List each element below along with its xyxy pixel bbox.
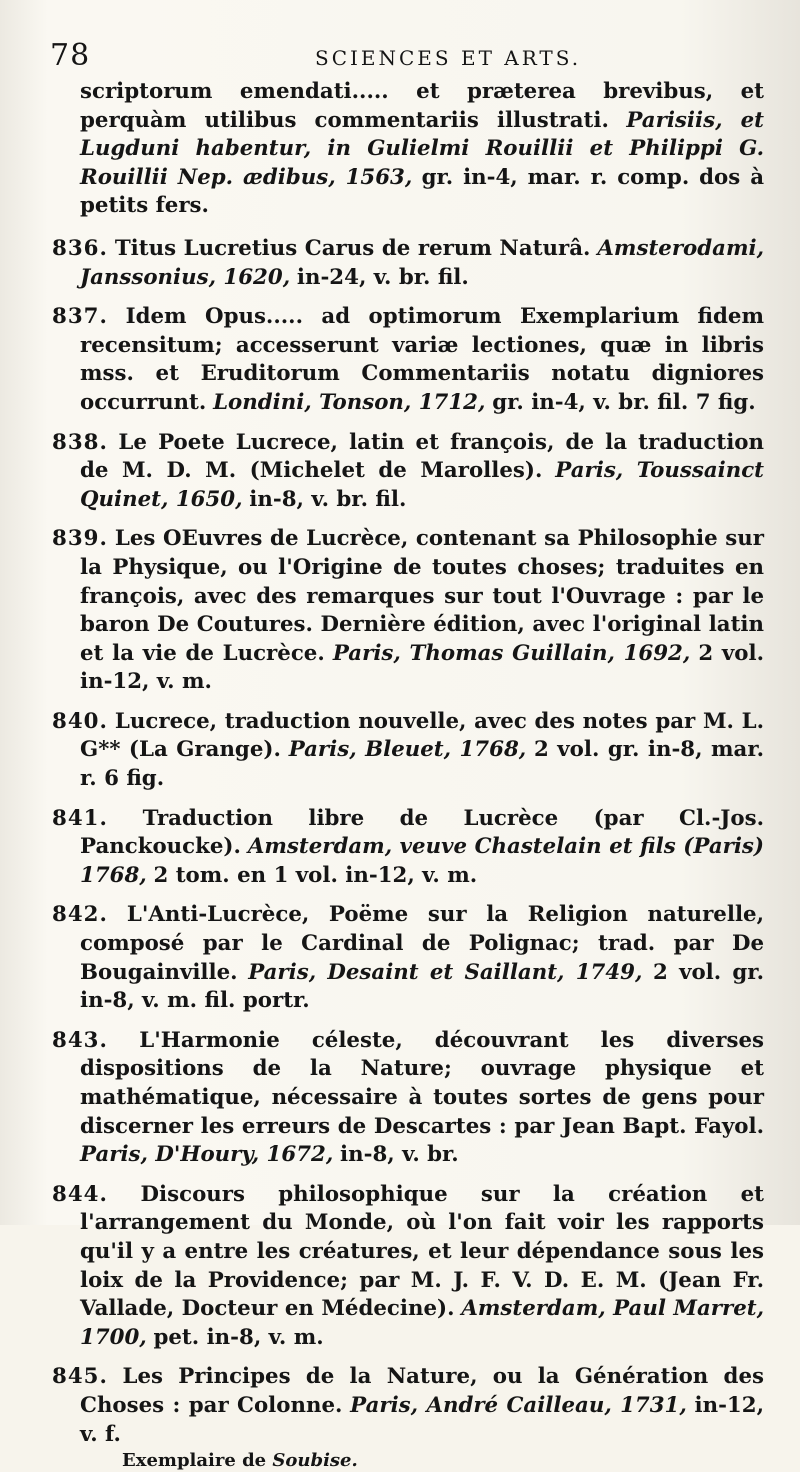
entry-imprint: Londini, Tonson, 1712, (213, 389, 486, 415)
entry-format: in-8, v. br. (340, 1142, 459, 1168)
entry-number: 843. (52, 1027, 108, 1053)
entry-title: L'Anti-Lucrèce, Poëme sur la Religion naturelle, composé par le Cardinal de Polignac; trad. par De Bougainville. (80, 902, 765, 985)
entry-title: Idem Opus..... ad optimorum Exemplarium fidem recensitum; accesserunt variæ lectiones, quæ in libris mss. et Eruditorum Commentariis notatu digniores occurrunt. (80, 304, 764, 415)
entry-number: 841. (52, 805, 108, 831)
entry-imprint: Amsterdam, veuve Chastelain et fils (Paris) 1768, (80, 834, 764, 888)
entry-imprint: Paris, André Cailleau, 1731, (350, 1392, 687, 1418)
provenance-note (122, 1450, 764, 1472)
entry-number: 838. (52, 429, 108, 455)
entry-format: 2 vol. in-12, v. m. (80, 640, 765, 695)
entry-imprint: Paris, Desaint et Saillant, 1749, (248, 959, 643, 985)
entry-format: gr. in-4, v. br. fil. 7 fig. (492, 389, 756, 415)
catalogue-entry (52, 303, 764, 417)
entry-imprint: Paris, Bleuet, 1768, (288, 737, 527, 763)
entry-format: pet. in-8, v. m. (153, 1324, 324, 1350)
entry-format: 2 vol. gr. in-8, v. m. fil. portr. (80, 959, 764, 1014)
entry-format: 2 tom. en 1 vol. in-12, v. m. (153, 862, 478, 888)
entry-format: in-24, v. br. fil. (296, 264, 469, 290)
catalogue-entry (52, 708, 764, 794)
entry-list (52, 235, 764, 1449)
page-number: 78 (50, 38, 91, 73)
catalogue-entry (52, 901, 764, 1015)
entry-title: Les Principes de la Nature, ou la Génération des Choses : par Colonne. (80, 1364, 764, 1418)
page-header (50, 38, 710, 78)
entry-number: 844. (52, 1181, 108, 1207)
entry-number: 837. (52, 304, 108, 330)
entry-number: 836. (52, 235, 108, 261)
continuation-entry (52, 78, 764, 221)
entry-imprint: Paris, Toussainct Quinet, 1650, (80, 458, 764, 512)
entry-number: 845. (52, 1364, 108, 1390)
entry-imprint: Paris, D'Houry, 1672, (80, 1142, 334, 1168)
entry-title: Titus Lucretius Carus de rerum Naturâ. (114, 235, 591, 261)
catalogue-entry (52, 1363, 764, 1449)
continuation-text: scriptorum emendati..... et præterea brevibus, et perquàm utilibus commentariis illustrati. (80, 79, 764, 133)
entry-imprint: Paris, Thomas Guillain, 1692, (332, 640, 691, 666)
catalogue-entry (52, 525, 764, 697)
entry-number: 839. (52, 526, 108, 552)
catalogue-entry (52, 1181, 764, 1353)
provenance-name: Soubise. (272, 1450, 358, 1472)
entry-title: Discours philosophique sur la création et l'arrangement du Monde, où l'on fait voir les rapports qu'il y a entre les créatures, et leur dépendance sous les loix de la Providence; par M. J. F. V. D. E. M. (Jean Fr. Vallade, Docteur en Médecine). (80, 1181, 764, 1322)
entry-title: Lucrece, traduction nouvelle, avec des notes par M. L. G** (La Grange). (80, 708, 764, 763)
entry-format: in-8, v. br. fil. (249, 486, 407, 512)
catalogue-entry (52, 805, 764, 891)
catalogue-entry (52, 429, 764, 515)
entry-format: in-12, v. f. (80, 1392, 764, 1447)
entry-number: 842. (52, 902, 108, 928)
catalogue-body (52, 78, 764, 1472)
entry-title: Traduction libre de Lucrèce (par Cl.-Jos. Panckoucke). (80, 805, 764, 860)
entry-number: 840. (52, 708, 108, 734)
entry-title: L'Harmonie céleste, découvrant les diverses dispositions de la Nature; ouvrage physique et mathématique, nécessaire à toutes sortes de gens pour discerner les erreurs de Descartes : par Jean Bapt. Fayol. (80, 1027, 764, 1139)
catalogue-entry (52, 235, 764, 292)
entry-imprint: Amsterodami, Janssonius, 1620, (80, 235, 764, 290)
entry-format: 2 vol. gr. in-8, mar. r. 6 fig. (80, 737, 764, 792)
catalogue-entry (52, 1027, 764, 1170)
entry-title: Le Poete Lucrece, latin et françois, de la traduction de M. D. M. (Michelet de Marolles). (80, 429, 764, 484)
entry-title: Les OEuvres de Lucrèce, contenant sa Philosophie sur la Physique, ou l'Origine de toutes choses; traduites en françois, avec des remarques sur tout l'Ouvrage : par le baron De Coutures. Dernière édition, avec l'original latin et la vie de Lucrèce. (80, 526, 764, 666)
running-title: SCIENCES ET ARTS. (315, 46, 582, 70)
entry-imprint: Amsterdam, Paul Marret, 1700, (80, 1296, 764, 1350)
continuation-format: gr. in-4, mar. r. comp. dos à petits fers. (80, 164, 764, 219)
continuation-imprint: Parisiis, et Lugduni habentur, in Gulielmi Rouillii et Philippi G. Rouillii Nep. ædibus, 1563, (80, 107, 764, 190)
provenance-label: Exemplaire de (122, 1450, 267, 1472)
